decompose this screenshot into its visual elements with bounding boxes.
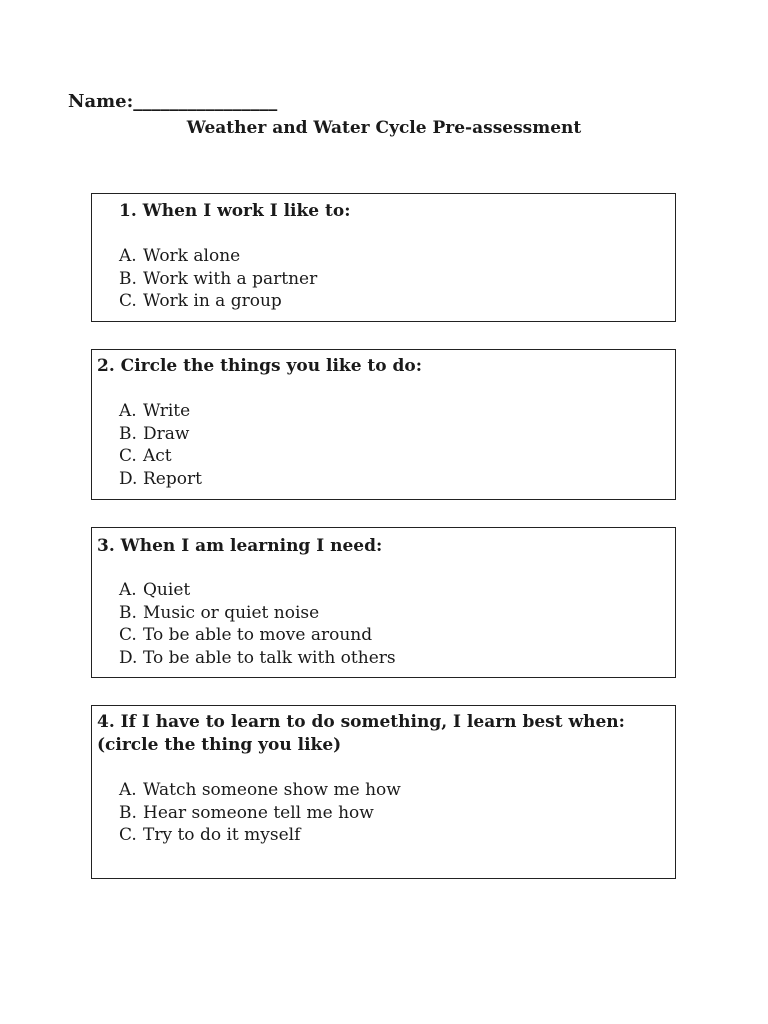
option-item[interactable]	[119, 245, 317, 268]
option-text: Hear someone tell me how	[143, 802, 374, 823]
option-text: Work alone	[143, 246, 241, 266]
option-item[interactable]	[119, 290, 317, 313]
option-item[interactable]	[119, 802, 401, 825]
option-item[interactable]	[119, 423, 202, 446]
question-prompt: 1. When I work I like to:	[119, 201, 351, 221]
option-text: Work in a group	[143, 291, 282, 311]
option-text: Draw	[143, 423, 190, 444]
question-prompt: 2. Circle the things you like to do:	[97, 356, 423, 376]
option-letter: A.	[119, 580, 137, 600]
option-list	[119, 579, 396, 669]
option-letter: A.	[119, 246, 137, 266]
option-text: Act	[143, 446, 172, 466]
name-field-label: Name:________________	[68, 91, 278, 112]
option-letter: C.	[119, 291, 137, 311]
question-box-1	[91, 193, 676, 322]
option-letter: C.	[119, 825, 137, 845]
option-item[interactable]	[119, 647, 396, 670]
option-letter: B.	[119, 602, 137, 623]
option-text: Write	[143, 401, 191, 421]
option-letter: A.	[119, 401, 137, 421]
option-text: To be able to talk with others	[143, 647, 396, 668]
option-list	[119, 245, 317, 313]
option-text: Watch someone show me how	[143, 780, 401, 800]
option-letter: B.	[119, 802, 137, 823]
option-letter: B.	[119, 268, 137, 289]
option-letter: C.	[119, 446, 137, 466]
option-letter: B.	[119, 423, 137, 444]
question-box-3	[91, 527, 676, 678]
option-list	[119, 779, 401, 847]
page-title: Weather and Water Cycle Pre-assessment	[186, 118, 582, 138]
option-item[interactable]	[119, 624, 396, 647]
option-list	[119, 400, 202, 490]
option-text: Try to do it myself	[143, 825, 301, 845]
question-box-2	[91, 349, 676, 500]
option-letter: C.	[119, 625, 137, 645]
option-item[interactable]	[119, 268, 317, 291]
option-text: Report	[143, 468, 202, 489]
option-item[interactable]	[119, 779, 401, 802]
option-item[interactable]	[119, 824, 401, 847]
option-item[interactable]	[119, 400, 202, 423]
option-letter: D.	[119, 468, 138, 489]
option-letter: A.	[119, 780, 137, 800]
option-item[interactable]	[119, 445, 202, 468]
option-letter: D.	[119, 647, 138, 668]
option-text: Work with a partner	[143, 268, 318, 289]
option-item[interactable]	[119, 579, 396, 602]
question-box-4	[91, 705, 676, 879]
option-item[interactable]	[119, 602, 396, 625]
question-prompt: 4. If I have to learn to do something, I learn best when: (circle the thing you like)	[97, 712, 625, 755]
option-text: Music or quiet noise	[143, 602, 320, 623]
option-item[interactable]	[119, 468, 202, 491]
option-text: To be able to move around	[143, 625, 373, 645]
option-text: Quiet	[143, 580, 191, 600]
question-prompt: 3. When I am learning I need:	[97, 536, 383, 556]
